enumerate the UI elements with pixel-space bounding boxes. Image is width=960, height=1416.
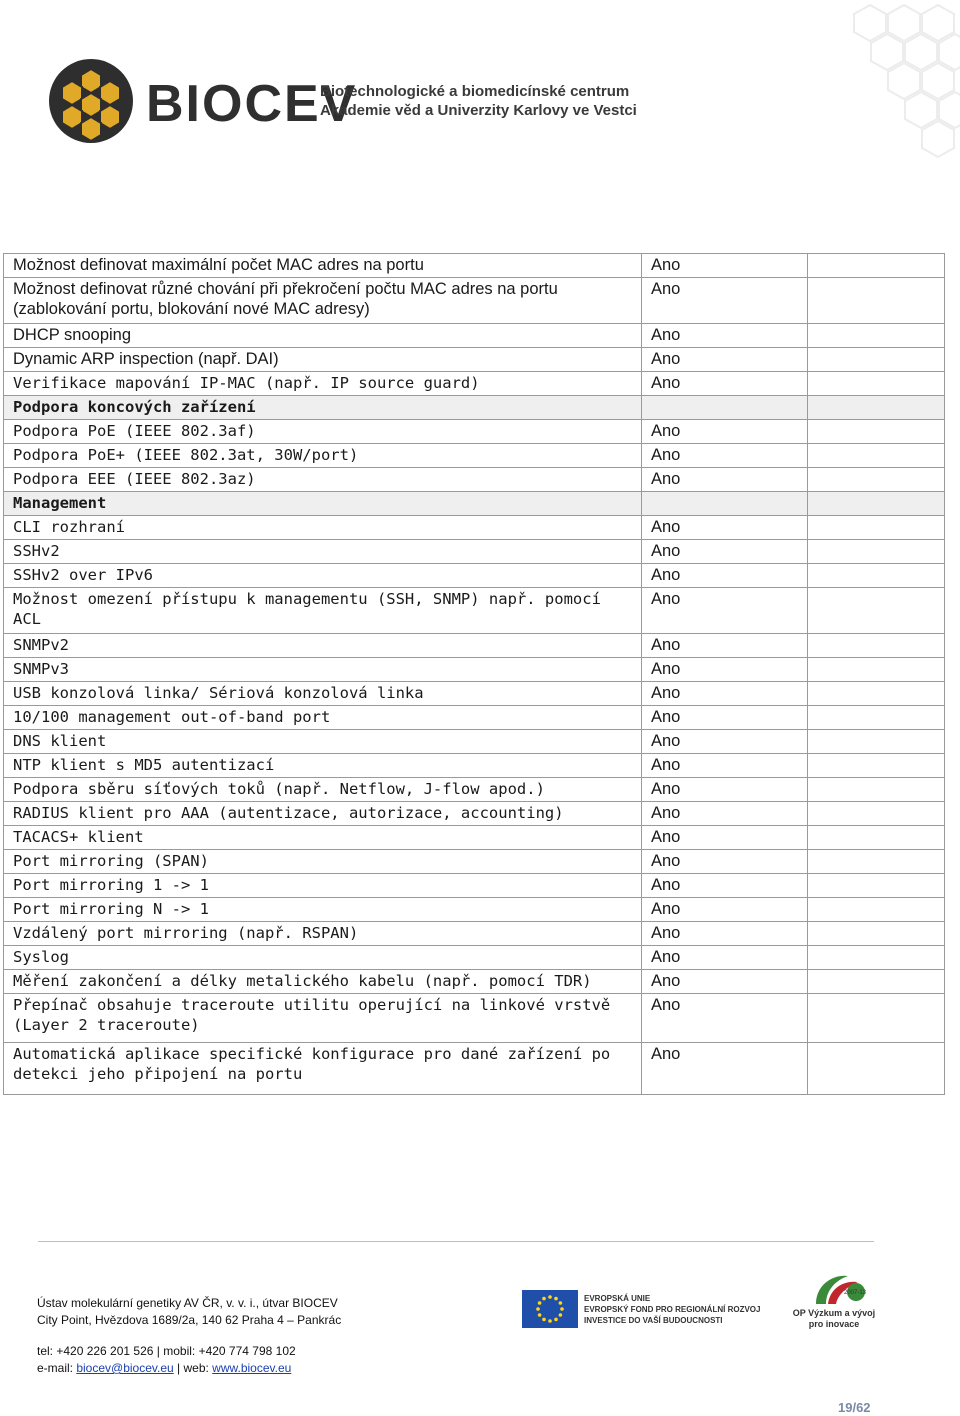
- table-row: [4, 682, 945, 706]
- table-row: [4, 444, 945, 468]
- footer-contact: [37, 1295, 341, 1377]
- section-header-row: [4, 396, 945, 420]
- feature-label: Měření zakončení a délky metalického kabelu (např. pomocí TDR): [4, 970, 642, 994]
- requirement-value: Ano: [642, 324, 808, 348]
- web-link[interactable]: www.biocev.eu: [212, 1361, 292, 1375]
- table-row: [4, 898, 945, 922]
- requirement-value: Ano: [642, 850, 808, 874]
- feature-label: CLI rozhraní: [4, 516, 642, 540]
- feature-label: Port mirroring (SPAN): [4, 850, 642, 874]
- requirement-value: Ano: [642, 730, 808, 754]
- requirement-value: Ano: [642, 372, 808, 396]
- page-header: [0, 0, 960, 175]
- empty-cell: [808, 874, 945, 898]
- feature-label: Podpora PoE+ (IEEE 802.3at, 30W/port): [4, 444, 642, 468]
- table-row: [4, 826, 945, 850]
- table-row: [4, 254, 945, 278]
- feature-label: TACACS+ klient: [4, 826, 642, 850]
- empty-cell: [808, 778, 945, 802]
- eu-star-icon: [559, 1301, 563, 1305]
- feature-label: Port mirroring N -> 1: [4, 898, 642, 922]
- requirement-value: Ano: [642, 540, 808, 564]
- feature-label: SSHv2: [4, 540, 642, 564]
- table-row: [4, 516, 945, 540]
- empty-cell: [808, 706, 945, 730]
- requirement-value: Ano: [642, 444, 808, 468]
- eu-star-icon: [536, 1307, 540, 1311]
- table-row: [4, 874, 945, 898]
- empty-cell: [808, 826, 945, 850]
- feature-label: Vzdálený port mirroring (např. RSPAN): [4, 922, 642, 946]
- feature-label: RADIUS klient pro AAA (autentizace, autorizace, accounting): [4, 802, 642, 826]
- requirement-value: Ano: [642, 994, 808, 1043]
- eu-star-icon: [559, 1313, 563, 1317]
- empty-cell: [808, 994, 945, 1043]
- page-number: 19/62: [838, 1400, 871, 1415]
- empty-cell: [808, 588, 945, 634]
- table-row: [4, 540, 945, 564]
- table-row: [4, 754, 945, 778]
- requirement-value: Ano: [642, 254, 808, 278]
- empty-cell: [808, 372, 945, 396]
- feature-label: Možnost definovat různé chování při překročení počtu MAC adres na portu (zablokování portu, blokování nové MAC adresy): [4, 278, 642, 324]
- requirement-value: Ano: [642, 898, 808, 922]
- eu-star-icon: [554, 1318, 558, 1322]
- footer-links: e-mail: biocev@biocev.eu | web: www.biocev.eu: [37, 1361, 292, 1375]
- table-row: [4, 946, 945, 970]
- empty-cell: [808, 682, 945, 706]
- table-row: [4, 1043, 945, 1095]
- requirement-value: Ano: [642, 970, 808, 994]
- empty-cell: [808, 970, 945, 994]
- empty-cell: [808, 278, 945, 324]
- empty-cell: [808, 850, 945, 874]
- op-logo-text: OP Výzkum a vývoj pro inovace: [792, 1308, 876, 1329]
- section-title: Management: [4, 492, 642, 516]
- empty-cell: [808, 802, 945, 826]
- table-row: [4, 588, 945, 634]
- eu-star-icon: [542, 1318, 546, 1322]
- feature-label: Podpora PoE (IEEE 802.3af): [4, 420, 642, 444]
- eu-star-icon: [560, 1307, 564, 1311]
- empty-cell: [808, 946, 945, 970]
- table-row: [4, 420, 945, 444]
- logo-wordmark: BIOCEV: [146, 75, 358, 133]
- feature-label: USB konzolová linka/ Sériová konzolová linka: [4, 682, 642, 706]
- requirement-value: Ano: [642, 516, 808, 540]
- requirement-value: Ano: [642, 564, 808, 588]
- empty-cell: [808, 420, 945, 444]
- eu-star-icon: [542, 1297, 546, 1301]
- feature-label: NTP klient s MD5 autentizací: [4, 754, 642, 778]
- empty-cell: [808, 564, 945, 588]
- svg-text:2007-13: 2007-13: [844, 1290, 867, 1296]
- specification-table: [3, 253, 945, 1095]
- table-row: [4, 324, 945, 348]
- table-row: [4, 802, 945, 826]
- empty-cell: [808, 922, 945, 946]
- requirement-value: Ano: [642, 634, 808, 658]
- feature-label: Možnost omezení přístupu k managementu (SSH, SNMP) např. pomocí ACL: [4, 588, 642, 634]
- requirement-value: Ano: [642, 348, 808, 372]
- biocev-logo-icon: [48, 58, 134, 144]
- empty-cell: [808, 348, 945, 372]
- footer-institution: Ústav molekulární genetiky AV ČR, v. v. i., útvar BIOCEV: [37, 1296, 338, 1310]
- requirement-value: Ano: [642, 778, 808, 802]
- logo-subtitle: [320, 82, 637, 120]
- empty-cell: [808, 492, 945, 516]
- table-row: [4, 778, 945, 802]
- requirement-value: [642, 492, 808, 516]
- feature-label: Verifikace mapování IP-MAC (např. IP source guard): [4, 372, 642, 396]
- empty-cell: [808, 396, 945, 420]
- table-row: [4, 730, 945, 754]
- table-row: [4, 348, 945, 372]
- requirement-value: Ano: [642, 420, 808, 444]
- eu-star-icon: [538, 1301, 542, 1305]
- logo-subtitle-line2: Akademie věd a Univerzity Karlovy ve Vestci: [320, 102, 637, 119]
- feature-label: Přepínač obsahuje traceroute utilitu operující na linkové vrstvě (Layer 2 traceroute): [4, 994, 642, 1043]
- feature-label: Dynamic ARP inspection (např. DAI): [4, 348, 642, 372]
- empty-cell: [808, 444, 945, 468]
- table-row: [4, 706, 945, 730]
- requirement-value: Ano: [642, 922, 808, 946]
- requirement-value: Ano: [642, 658, 808, 682]
- empty-cell: [808, 1043, 945, 1095]
- eu-star-icon: [548, 1295, 552, 1299]
- table-row: [4, 850, 945, 874]
- feature-label: Automatická aplikace specifické konfigurace pro dané zařízení po detekci jeho připojení na portu: [4, 1043, 642, 1095]
- footer-phone: tel: +420 226 201 526 | mobil: +420 774 798 102: [37, 1344, 296, 1358]
- empty-cell: [808, 254, 945, 278]
- table-row: [4, 922, 945, 946]
- feature-label: DNS klient: [4, 730, 642, 754]
- eu-star-icon: [538, 1313, 542, 1317]
- feature-label: Podpora sběru síťových toků (např. Netflow, J-flow apod.): [4, 778, 642, 802]
- section-header-row: [4, 492, 945, 516]
- feature-label: Možnost definovat maximální počet MAC adres na portu: [4, 254, 642, 278]
- table-row: [4, 658, 945, 682]
- eu-text: EVROPSKÁ UNIE EVROPSKÝ FOND PRO REGIONÁLNÍ ROZVOJ INVESTICE DO VAŠÍ BUDOUCNOSTI: [584, 1294, 761, 1325]
- footer-address: City Point, Hvězdova 1689/2a, 140 62 Praha 4 – Pankrác: [37, 1313, 342, 1327]
- table-row: [4, 564, 945, 588]
- empty-cell: [808, 324, 945, 348]
- requirement-value: Ano: [642, 1043, 808, 1095]
- empty-cell: [808, 540, 945, 564]
- requirement-value: Ano: [642, 468, 808, 492]
- hexagon-pattern-decoration: [660, 0, 960, 175]
- empty-cell: [808, 898, 945, 922]
- table-row: [4, 468, 945, 492]
- requirement-value: Ano: [642, 754, 808, 778]
- email-link[interactable]: biocev@biocev.eu: [76, 1361, 174, 1375]
- empty-cell: [808, 754, 945, 778]
- empty-cell: [808, 658, 945, 682]
- requirement-value: Ano: [642, 826, 808, 850]
- feature-label: DHCP snooping: [4, 324, 642, 348]
- eu-star-icon: [554, 1297, 558, 1301]
- requirement-value: Ano: [642, 588, 808, 634]
- empty-cell: [808, 516, 945, 540]
- feature-label: Podpora EEE (IEEE 802.3az): [4, 468, 642, 492]
- requirement-value: Ano: [642, 874, 808, 898]
- table-row: [4, 970, 945, 994]
- feature-label: Syslog: [4, 946, 642, 970]
- table-row: [4, 994, 945, 1043]
- requirement-value: Ano: [642, 682, 808, 706]
- table-row: [4, 372, 945, 396]
- section-title: Podpora koncových zařízení: [4, 396, 642, 420]
- feature-label: 10/100 management out-of-band port: [4, 706, 642, 730]
- feature-label: SNMPv3: [4, 658, 642, 682]
- empty-cell: [808, 468, 945, 492]
- empty-cell: [808, 634, 945, 658]
- requirement-value: Ano: [642, 278, 808, 324]
- requirement-value: Ano: [642, 802, 808, 826]
- feature-label: SSHv2 over IPv6: [4, 564, 642, 588]
- eu-flag-icon: [522, 1290, 578, 1328]
- eu-star-icon: [548, 1319, 552, 1323]
- table-row: [4, 634, 945, 658]
- feature-label: SNMPv2: [4, 634, 642, 658]
- requirement-value: Ano: [642, 706, 808, 730]
- logo-subtitle-line1: Biotechnologické a biomedicínské centrum: [320, 83, 630, 100]
- table-row: [4, 278, 945, 324]
- requirement-value: Ano: [642, 946, 808, 970]
- empty-cell: [808, 730, 945, 754]
- requirement-value: [642, 396, 808, 420]
- feature-label: Port mirroring 1 -> 1: [4, 874, 642, 898]
- footer-divider: [38, 1241, 874, 1242]
